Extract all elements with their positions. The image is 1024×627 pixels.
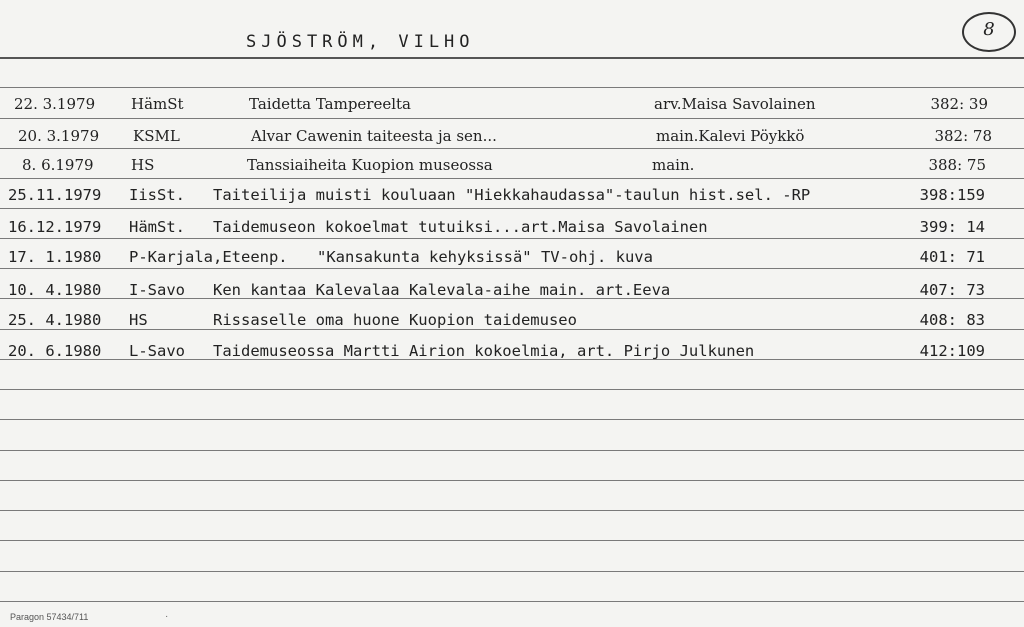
ruled-line xyxy=(0,329,1024,330)
entry-source: HS xyxy=(131,156,155,174)
entry-title: Taidemuseossa Martti Airion kokoelmia, art. Pirjo Julkunen xyxy=(213,342,755,360)
ruled-line xyxy=(0,148,1024,149)
entry-source: HämSt. xyxy=(129,218,185,236)
entry-date: 20. 6.1980 xyxy=(8,342,102,360)
entry-title: "Kansakunta kehyksissä" TV-ohj. kuva xyxy=(317,248,653,266)
entry-author: main.Kalevi Pöykkö xyxy=(656,127,805,145)
entry-source: I-Savo xyxy=(129,281,185,299)
entry-author: main. xyxy=(652,156,695,174)
ruled-line xyxy=(0,87,1024,88)
ruled-line xyxy=(0,601,1024,602)
card-number: 8 xyxy=(983,19,995,40)
entry-title: Taiteilija muisti kouluaan "Hiekkahaudassa"-taulun hist.sel. -RP xyxy=(213,186,811,204)
entry-ref: 412:109 xyxy=(919,342,985,360)
entry-source: HS xyxy=(129,311,148,329)
card-title: SJÖSTRÖM, VILHO xyxy=(246,32,475,52)
entry-title: Rissaselle oma huone Kuopion taidemuseo xyxy=(213,311,577,329)
ruled-line xyxy=(0,389,1024,390)
ruled-line xyxy=(0,540,1024,541)
entry-ref: 401: 71 xyxy=(919,248,985,266)
ruled-line xyxy=(0,118,1024,119)
entry-date: 17. 1.1980 xyxy=(8,248,102,266)
ruled-line xyxy=(0,419,1024,420)
card-footer: Paragon 57434/711 xyxy=(10,612,89,622)
ruled-line xyxy=(0,208,1024,209)
entry-source: KSML xyxy=(133,127,180,145)
entry-date: 10. 4.1980 xyxy=(8,281,102,299)
entry-date: 22. 3.1979 xyxy=(14,95,96,113)
card-number-circle xyxy=(962,12,1016,52)
ruled-line xyxy=(0,510,1024,511)
entry-ref: 407: 73 xyxy=(919,281,985,299)
entry-ref: 399: 14 xyxy=(919,218,985,236)
entry-date: 25. 4.1980 xyxy=(8,311,102,329)
entry-source: L-Savo xyxy=(129,342,185,360)
header-rule xyxy=(0,57,1024,59)
entry-ref: 388: 75 xyxy=(928,156,986,174)
footer-mark: · xyxy=(165,611,169,622)
entry-title: Taidemuseon kokoelmat tutuiksi...art.Maisa Savolainen xyxy=(213,218,708,236)
entry-source: P-Karjala,Eteenp. xyxy=(129,248,288,266)
entry-title: Taidetta Tampereelta xyxy=(249,95,412,113)
entry-title: Tanssiaiheita Kuopion museossa xyxy=(247,156,493,174)
entry-title: Alvar Cawenin taiteesta ja sen... xyxy=(251,127,497,145)
entry-ref: 382: 78 xyxy=(934,127,992,145)
ruled-line xyxy=(0,238,1024,239)
entry-ref: 398:159 xyxy=(919,186,985,204)
entry-date: 16.12.1979 xyxy=(8,218,102,236)
ruled-line xyxy=(0,571,1024,572)
ruled-line xyxy=(0,268,1024,269)
ruled-line xyxy=(0,450,1024,451)
entry-source: HämSt xyxy=(131,95,184,113)
entry-date: 25.11.1979 xyxy=(8,186,102,204)
entry-date: 20. 3.1979 xyxy=(18,127,100,145)
ruled-line xyxy=(0,178,1024,179)
entry-source: IisSt. xyxy=(129,186,185,204)
entry-ref: 408: 83 xyxy=(919,311,985,329)
entry-author: arv.Maisa Savolainen xyxy=(654,95,816,113)
ruled-line xyxy=(0,480,1024,481)
entry-date: 8. 6.1979 xyxy=(22,156,94,174)
entry-ref: 382: 39 xyxy=(930,95,988,113)
entry-title: Ken kantaa Kalevalaa Kalevala-aihe main. art.Eeva xyxy=(213,281,671,299)
